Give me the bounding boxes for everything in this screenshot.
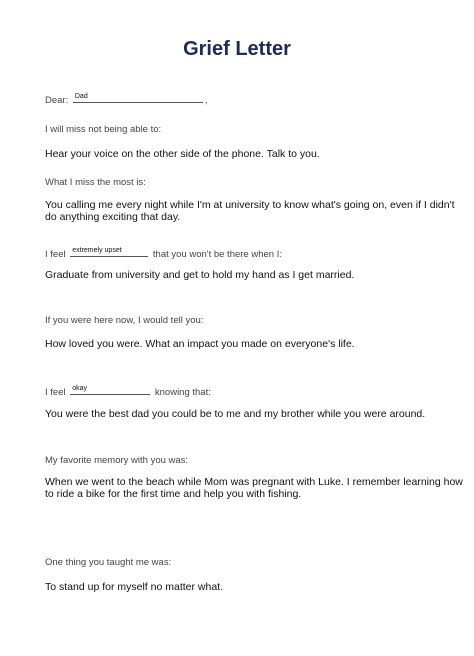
memory-answer-line2: to ride a bike for the first time and help you with fishing. [45, 488, 302, 500]
memory-answer-line1: When we went to the beach while Mom was pregnant with Luke. I remember learning how [45, 476, 463, 488]
taught-prompt: One thing you taught me was: [45, 557, 172, 568]
feel-suffix-1: that you won't be there when I: [152, 249, 282, 260]
taught-answer: To stand up for myself no matter what. [45, 581, 223, 593]
miss-most-answer-line2: do anything exciting that day. [45, 211, 181, 223]
dear-suffix: , [204, 95, 208, 106]
feel-field-2[interactable] [70, 383, 150, 395]
feel-value-1: extremely upset [72, 247, 122, 254]
tell-answer: How loved you were. What an impact you made on everyone's life. [45, 338, 355, 350]
feel-line-1 [45, 245, 282, 260]
tell-prompt: If you were here now, I would tell you: [45, 315, 204, 326]
miss-most-answer-line1: You calling me every night while I'm at university to know what's going on, even if I didn't [45, 199, 455, 211]
miss-prompt: I will miss not being able to: [45, 124, 162, 135]
feel-value-2: okay [72, 385, 88, 392]
page-title: Grief Letter [183, 38, 291, 60]
graduate-answer: Graduate from university and get to hold my hand as I get married. [45, 269, 355, 281]
feel-line-2 [45, 383, 211, 398]
feel-prefix-2: I feel [45, 387, 66, 398]
feel-prefix-1: I feel [45, 249, 66, 260]
feel-field-1[interactable] [70, 245, 148, 257]
dear-value: Dad [74, 93, 88, 100]
best-dad-answer: You were the best dad you could be to me and my brother while you were around. [45, 408, 426, 420]
feel-suffix-2: knowing that: [154, 387, 211, 398]
dear-field[interactable] [73, 91, 203, 103]
dear-line [45, 91, 208, 106]
memory-prompt: My favorite memory with you was: [45, 455, 189, 466]
dear-label: Dear: [45, 95, 69, 106]
miss-answer: Hear your voice on the other side of the phone. Talk to you. [45, 148, 320, 160]
miss-most-prompt: What I miss the most is: [45, 177, 146, 188]
